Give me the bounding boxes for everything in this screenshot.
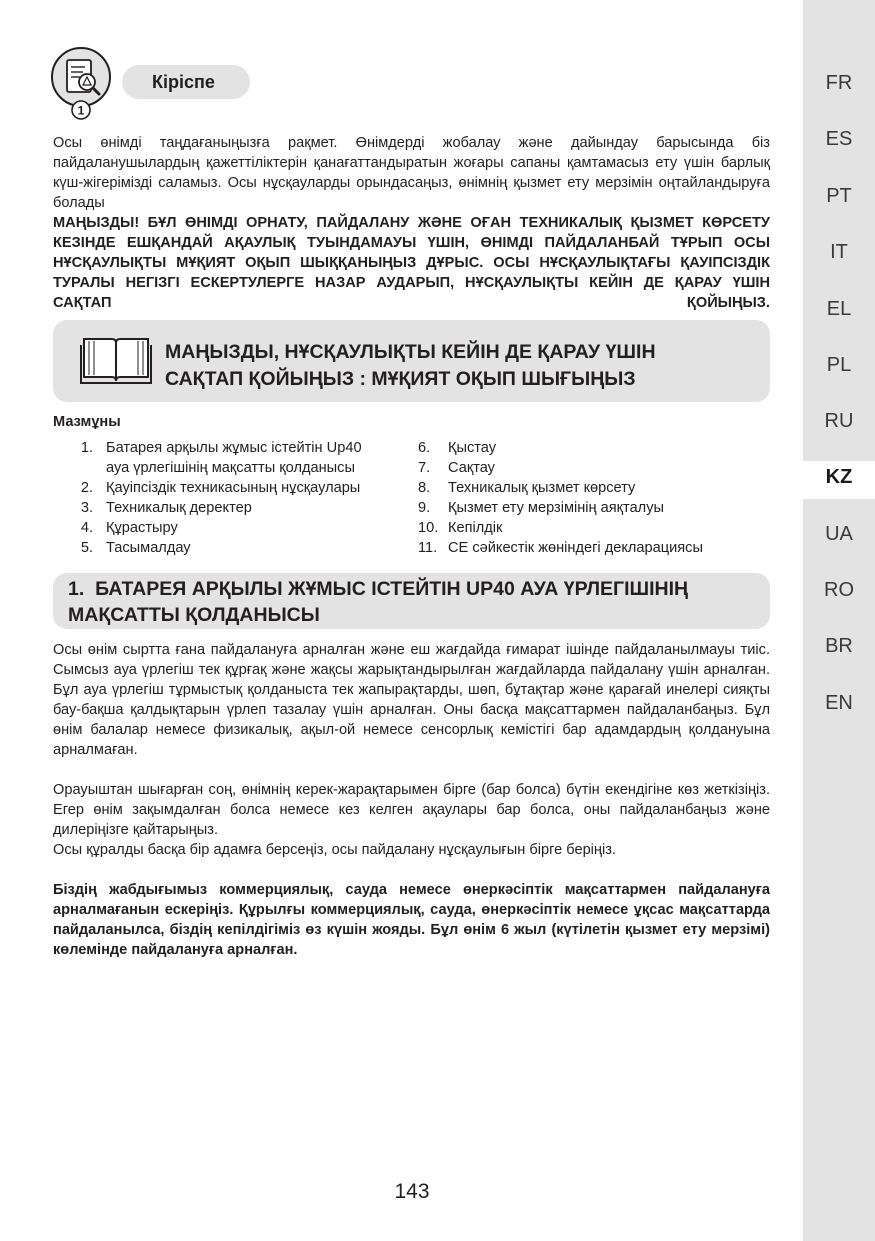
intro-paragraph: Осы өнімді таңдағаныңызға рақмет. Өнімдерді жобалау және дайындау барысында біз пайдаланушылардың қажеттіліктерін қанағаттандыратын жоғары сапаны қамтамасыз ету үшін барлық күш-жігерімізді саламыз. Осы нұсқауларды орындасаңыз, өнімнің қызмет ету мерзімін оңтайландыруға болады: [53, 135, 770, 211]
intro-warning: МАҢЫЗДЫ! БҰЛ ӨНІМДІ ОРНАТУ, ПАЙДАЛАНУ ЖӘНЕ ОҒАН ТЕХНИКАЛЫҚ ҚЫЗМЕТ КӨРСЕТУ КЕЗІНДЕ ЕШҚАНДАЙ АҚАУЛЫҚ ТУЫНДАМАУЫ ҮШІН, ӨНІМДІ ПАЙДАЛАНБАЙ ТҰРЫП ОСЫ НҰСҚАУЛЫҚТЫ МҰҚИЯТ ОҚЫП ШЫҚҚАНЫҢЫЗ ДҰРЫС. ОСЫ НҰСҚАУЛЫҚТАҒЫ ҚАУІПСІЗДІК ТУРАЛЫ НЕГІЗГІ ЕСКЕРТУЛЕРГЕ НАЗАР АУДАРЫП, НҰСҚАУЛЫҚТЫ КЕЙІН ДЕ ҚАРАУ ҮШІН САҚТАП ҚОЙЫҢЫЗ.: [53, 215, 770, 311]
toc-item-number: 8.: [418, 480, 431, 496]
toc-item-label: Қыстау: [448, 440, 497, 456]
intro-title: Кіріспе: [122, 65, 250, 99]
toc-right-column: [418, 438, 778, 558]
toc-left-column: [53, 438, 403, 558]
toc-item[interactable]: [418, 538, 778, 558]
language-tab-br[interactable]: BR: [825, 635, 853, 657]
intro-badge-number: 1: [77, 103, 85, 118]
language-tab-ua[interactable]: UA: [825, 523, 853, 545]
toc-item[interactable]: [53, 538, 403, 558]
toc-item[interactable]: [418, 518, 778, 538]
toc-item-label: Батарея арқылы жұмыс істейтін Up40 ауа үрлегішінің мақсатты қолданысы: [106, 440, 362, 476]
toc-item-label: Техникалық деректер: [106, 500, 252, 516]
language-tab-el[interactable]: EL: [826, 298, 852, 320]
notice-line-2: САҚТАП ҚОЙЫҢЫЗ : МҰҚИЯТ ОҚЫП ШЫҒЫҢЫЗ: [165, 368, 636, 390]
toc-item[interactable]: [418, 438, 778, 458]
section-1-title-line-1: 1. БАТАРЕЯ АРҚЫЛЫ ЖҰМЫС ІСТЕЙТІН UP40 АУА ҮРЛЕГІШІНІҢ: [68, 578, 689, 600]
language-tab-ro[interactable]: RO: [824, 579, 854, 601]
language-sidebar: [803, 0, 875, 1241]
notice-text: [165, 339, 745, 393]
language-tab-en[interactable]: EN: [825, 692, 853, 714]
toc-item[interactable]: [53, 438, 403, 478]
toc-item-number: 11.: [418, 540, 438, 556]
toc-item[interactable]: [418, 458, 778, 478]
section-1-paragraph-1: Осы өнім сыртта ғана пайдалануға арналған және еш жағдайда ғимарат ішінде пайдаланылмауы тиіс. Сымсыз ауа үрлегіш тек құрғақ және жақсы жарықтандырылған жағдайларда пайдалану үшін арналған. Бұл ауа үрлегіш тұрмыстық қолданыста тек жапырақтарды, шөп, бұтақтар және қарағай инелері сияқты бау-бақша қалдықтарын үрлеп тазалау үшін арналған. Оны басқа мақсаттармен пайдаланбаңыз. Бұл өнім балалар немесе физикалық, ақыл-ой немесе сенсорлық кемістігі бар адамдардың қолдануына арналмаған.: [53, 642, 770, 758]
toc-item-number: 3.: [80, 500, 93, 516]
toc-item-number: 4.: [80, 520, 93, 536]
toc-item[interactable]: [418, 478, 778, 498]
page-number: 143: [394, 1180, 430, 1203]
section-1-title: [68, 576, 768, 628]
toc-item-label: Қауіпсіздік техникасының нұсқаулары: [106, 480, 361, 496]
section-1-paragraph-3: Осы құралды басқа бір адамға берсеңіз, осы пайдалану нұсқаулығын бірге беріңіз.: [53, 842, 616, 858]
toc-title: Мазмұны: [53, 414, 121, 430]
toc-item-number: 1.: [80, 440, 93, 456]
open-book-icon: [80, 333, 152, 385]
notice-line-1: МАҢЫЗДЫ, НҰСҚАУЛЫҚТЫ КЕЙІН ДЕ ҚАРАУ ҮШІН: [165, 341, 656, 363]
language-tab-fr[interactable]: FR: [825, 72, 853, 94]
toc-item-label: Тасымалдау: [106, 540, 191, 556]
toc-item-label: CE сәйкестік жөніндегі декларациясы: [448, 540, 703, 556]
toc-item-label: Кепілдік: [448, 520, 503, 536]
document-warning-icon: [50, 46, 112, 124]
language-tab-kz[interactable]: KZ: [825, 466, 853, 488]
language-tab-pt[interactable]: PT: [826, 185, 852, 207]
language-tab-pl[interactable]: PL: [826, 354, 852, 376]
toc-item[interactable]: [53, 478, 403, 498]
toc-item-label: Құрастыру: [106, 520, 178, 536]
toc-item-number: 5.: [80, 540, 93, 556]
toc-item-number: 2.: [80, 480, 93, 496]
toc-item-label: Сақтау: [448, 460, 495, 476]
toc-item-number: 9.: [418, 500, 431, 516]
section-1-title-line-2: МАҚСАТТЫ ҚОЛДАНЫСЫ: [68, 604, 320, 626]
language-tab-it[interactable]: IT: [830, 241, 848, 263]
toc-item-number: 10.: [418, 520, 439, 536]
section-1-paragraph-2: Орауыштан шығарған соң, өнімнің керек-жарақтарымен бірге (бар болса) бүтін екендігіне көз жеткізіңіз. Егер өнім зақымдалған болса немесе кез келген ақаулары бар болса, оны пайдаланбаңыз және дилеріңізге қайтарыңыз.: [53, 782, 770, 838]
toc-item-label: Техникалық қызмет көрсету: [448, 480, 636, 496]
toc-item[interactable]: [53, 498, 403, 518]
language-tab-ru[interactable]: RU: [824, 410, 854, 432]
section-1-paragraph-4: Біздің жабдығымыз коммерциялық, сауда немесе өнеркәсіптік мақсаттармен пайдалануға арналмағанын ескеріңіз. Құрылғы коммерциялық, сауда, өнеркәсіптік немесе ұқсас мақсаттарда пайдаланылса, біздің кепілдігіміз өз күшін жояды. Бұл өнім 6 жыл (күтілетін қызмет ету мерзімі) көлемінде пайдалануға арналған.: [53, 882, 770, 958]
toc-item[interactable]: [418, 498, 778, 518]
toc-item[interactable]: [53, 518, 403, 538]
toc-item-label: Қызмет ету мерзімінің аяқталуы: [448, 500, 664, 516]
toc-item-number: 7.: [418, 460, 431, 476]
language-tab-es[interactable]: ES: [825, 128, 853, 150]
toc-item-number: 6.: [418, 440, 431, 456]
